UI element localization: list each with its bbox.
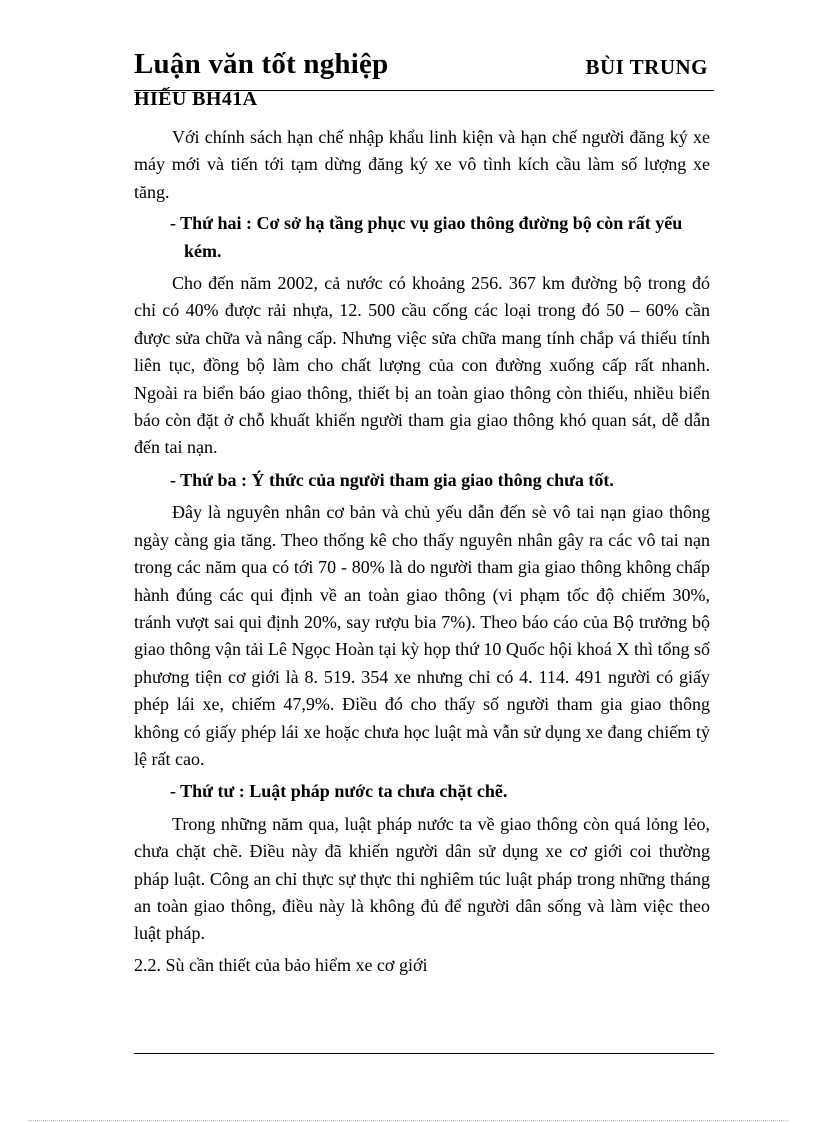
- heading-third-reason: - Thứ ba : Ý thức của người tham gia giao thông chưa tốt.: [170, 469, 614, 490]
- page-bottom-border: [28, 1120, 788, 1121]
- page-header: [134, 44, 714, 90]
- paragraph-intro: Với chính sách hạn chế nhập khẩu linh kiện và hạn chế người đăng ký xe máy mới và tiến tới tạm dừng đăng ký xe vô tình kích cầu làm số lượng xe tăng.: [134, 127, 710, 202]
- document-body: [134, 124, 710, 979]
- section-heading: 2.2. Sù cần thiết của bảo hiểm xe cơ giới: [134, 954, 428, 975]
- header-title: Luận văn tốt nghiệp: [134, 48, 389, 80]
- paragraph-law: Trong những năm qua, luật pháp nước ta về giao thông còn quá lỏng lẻo, chưa chặt chẽ. Điều này đã khiến người dân sử dụng xe cơ giới coi thường pháp luật. Công an chỉ thực sự thực thi nghiêm túc luật pháp trong những tháng an toàn giao thông, điều này là không đủ để người dân sống và làm việc theo luật pháp.: [134, 813, 710, 944]
- heading-fourth-reason: - Thứ tư : Luật pháp nước ta chưa chặt chẽ.: [170, 781, 508, 802]
- footer-divider: [134, 1053, 714, 1054]
- header-author: BÙI TRUNG: [585, 55, 708, 79]
- heading-second-reason: - Thứ hai : Cơ sở hạ tầng phục vụ giao thông đường bộ còn rất yếu kém.: [170, 213, 683, 261]
- paragraph-infrastructure: Cho đến năm 2002, cả nước có khoảng 256. 367 km đường bộ trong đó chỉ có 40% được rải nhựa, 12. 500 cầu cống các loại trong đó 50 – 60% cần được sửa chữa và nâng cấp. Nhưng việc sửa chữa mang tính chắp vá thiếu tính liên tục, đồng bộ làm cho chất lượng của con đường xuống cấp rất nhanh. Ngoài ra biển báo giao thông, thiết bị an toàn giao thông còn thiếu, nhiều biển báo còn đặt ở chỗ khuất khiến người tham gia giao thông khó quan sát, dễ dẫn đến tai nạn.: [134, 273, 710, 458]
- header-author-continued: HIẾU BH41A: [134, 88, 258, 110]
- paragraph-awareness: Đây là nguyên nhân cơ bản và chủ yếu dẫn đến sè vô tai nạn giao thông ngày càng gia tăng. Theo thống kê cho thấy nguyên nhân gây ra các vô tai nạn trong các năm qua có tới 70 - 80% là do người tham gia giao thông không chấp hành đúng các qui định về an toàn giao thông (vi phạm tốc độ chiếm 30%, tránh vượt sai qui định 20%, say rượu bia 7%). Theo báo cáo của Bộ trưởng bộ giao thông vận tải Lê Ngọc Hoàn tại kỳ họp thứ 10 Quốc hội khoá X thì tổng số phương tiện cơ giới là 8. 519. 354 xe nhưng chỉ có 4. 114. 491 người có giấy phép lái xe, chiếm 47,9%. Điều đó cho thấy số người tham gia giao thông không có giấy phép lái xe hoặc chưa học luật mà vẫn sử dụng xe đang chiếm tỷ lệ rất cao.: [134, 502, 710, 769]
